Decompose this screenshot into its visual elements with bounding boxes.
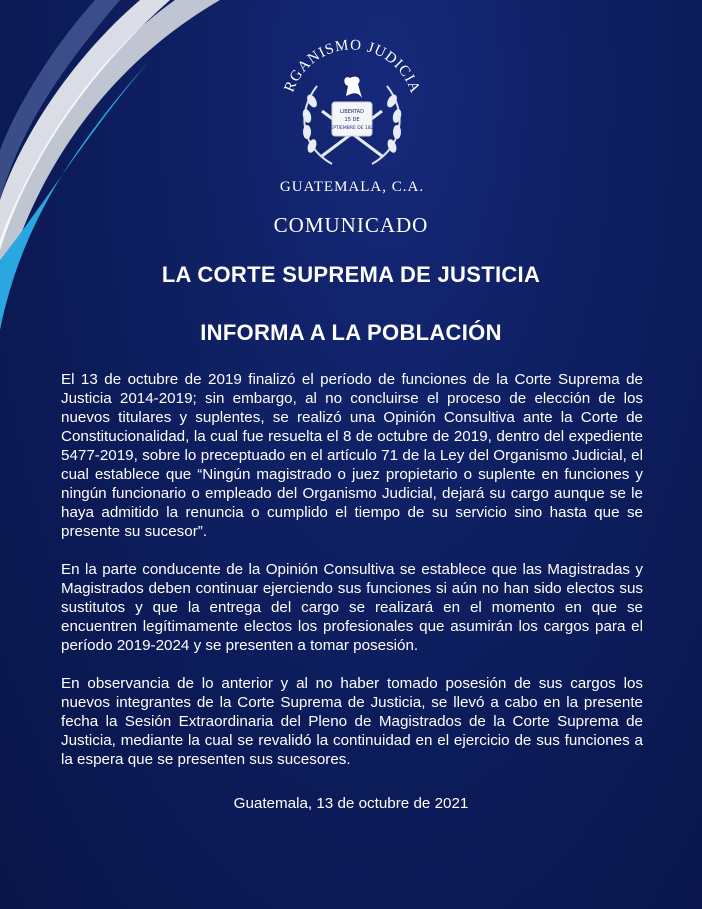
headline-2: INFORMA A LA POBLACIÓN — [200, 320, 502, 345]
svg-text:SEPTIEMBRE DE 1821: SEPTIEMBRE DE 1821 — [327, 126, 377, 131]
svg-text:ORGANISMO JUDICIAL — [262, 26, 423, 96]
body-text — [61, 370, 643, 788]
headline-1: LA CORTE SUPREMA DE JUSTICIA — [161, 262, 541, 287]
date-line: Guatemala, 13 de octubre de 2021 — [233, 795, 469, 812]
emblem-top-text: RGANISMO JUDICIA — [281, 37, 424, 96]
paragraph: En la parte conducente de la Opinión Consultiva se establece que las Magistradas y Magistrados deben continuar ejerciendo sus funciones si aún no han sido electos sus sustitutos y que la entrega del cargo se realizará en el momento en que se encuentren legítimamente electos los profesionales que asumirán los cargos para el período 2019-2024 y se presenten a tomar posesión. — [61, 561, 643, 654]
svg-text:15 DE: 15 DE — [344, 117, 360, 123]
emblem-bottom-text: GUATEMALA, C.A. — [279, 179, 425, 195]
paragraph: El 13 de octubre de 2019 finalizó el período de funciones de la Corte Suprema de Justicia 2014-2019; sin embargo, al no concluirse el proceso de elección de los nuevos titulares y suplentes, se realizó una Opinión Consultiva ante la Corte de Constitucionalidad, la cual fue resuelta el 8 de octubre de 2019, dentro del expediente 5477-2019, sobre lo preceptuado en el artículo 71 de la Ley del Organismo Judicial, el cual establece que “Ningún magistrado o juez propietario o suplente en funciones y ningún funcionario o empleado del Organismo Judicial, dejará su cargo aunque se le haya admitido la renuncia o cumplido el tiempo de su servicio sino hasta que se presente su sucesor”. — [61, 371, 643, 540]
organismo-judicial-emblem — [262, 26, 442, 196]
paragraph: En observancia de lo anterior y al no haber tomado posesión de sus cargos los nuevos integrantes de la Corte Suprema de Justicia, se llevó a cabo en la presente fecha la Sesión Extraordinaria del Pleno de Magistrados de la Corte Suprema de Justicia, mediante la cual se revalidó la continuidad en el ejercicio de sus funciones a la espera que se presenten sus sucesores. — [61, 675, 643, 768]
svg-text:LIBERTAD: LIBERTAD — [340, 109, 364, 115]
document-kind: COMUNICADO — [273, 213, 429, 237]
